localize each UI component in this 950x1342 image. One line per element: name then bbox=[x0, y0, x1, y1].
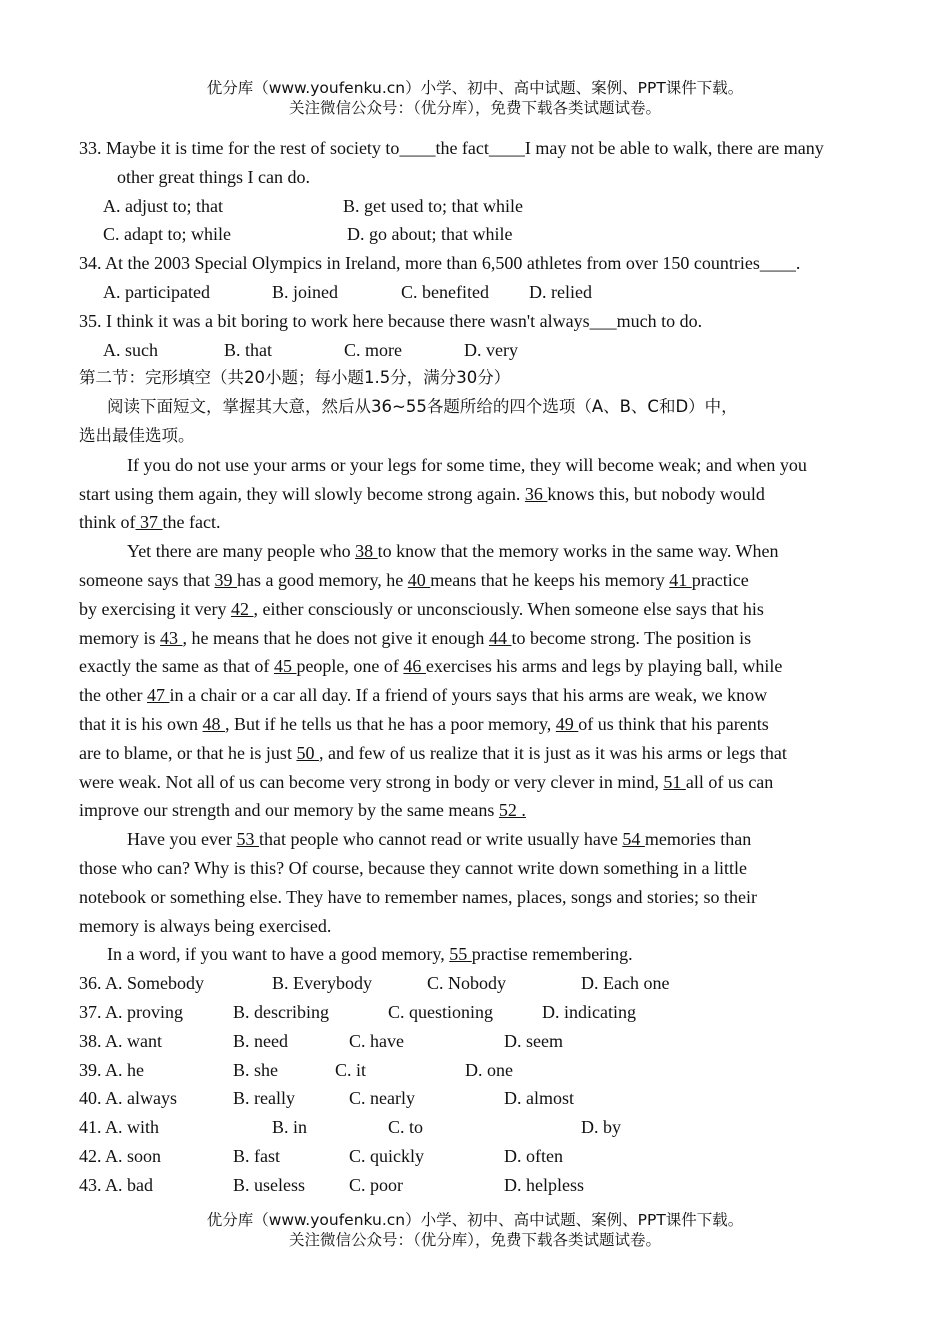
q34-end: . bbox=[795, 253, 801, 274]
q33-text-2: the fact bbox=[435, 138, 489, 158]
passage-line bbox=[79, 566, 871, 595]
q33-option-a: A. adjust to; that bbox=[103, 195, 223, 216]
passage-text: were weak. Not all of us can become very strong in body or very clever in mind, bbox=[79, 771, 664, 792]
passage-text: , either consciously or unconsciously. When someone else says that his bbox=[253, 598, 764, 619]
passage-line bbox=[79, 537, 871, 566]
q34-blank: ____ bbox=[759, 253, 796, 274]
passage-text: start using them again, they will slowly become strong again. bbox=[79, 483, 525, 504]
blank-50: 50 bbox=[296, 742, 319, 763]
header-line-1: 优分库（www.youfenku.cn）小学、初中、高中试题、案例、PPT课件下载。 bbox=[206, 79, 744, 97]
passage-line bbox=[79, 652, 871, 681]
section-instruction-1: 阅读下面短文，掌握其大意，然后从36~55各题所给的四个选项（A、B、C和D）中， bbox=[107, 397, 738, 417]
q33-option-c: C. adapt to; while bbox=[103, 224, 231, 245]
passage-line bbox=[79, 768, 871, 797]
q33-options-row-2 bbox=[79, 220, 871, 249]
question-34 bbox=[79, 249, 871, 278]
q34-option-b: B. joined bbox=[272, 281, 338, 302]
passage-text: has a good memory, he bbox=[236, 569, 408, 590]
option-a: 43. A. bad bbox=[79, 1174, 153, 1195]
blank-44: 44 bbox=[488, 627, 512, 648]
passage-text: are to blame, or that he is just bbox=[79, 742, 297, 763]
options-row-41 bbox=[79, 1113, 871, 1142]
option-b: B. fast bbox=[233, 1145, 280, 1166]
passage-text: improve our strength and our memory by the same means bbox=[79, 800, 499, 821]
passage-text: memory is bbox=[79, 627, 160, 648]
passage-text: in a chair or a car all day. If a friend of yours says that his arms are weak, we know bbox=[169, 685, 768, 706]
passage-text: practice bbox=[691, 569, 749, 590]
option-d: D. seem bbox=[504, 1030, 563, 1051]
blank-39: 39 bbox=[214, 569, 237, 590]
blank-45: 45 bbox=[273, 656, 297, 677]
q34-option-c: C. benefited bbox=[401, 281, 489, 302]
passage-text: Have you ever bbox=[127, 829, 237, 850]
option-b: B. really bbox=[233, 1088, 295, 1109]
passage-text: , But if he tells us that he has a poor memory, bbox=[225, 713, 556, 734]
question-35 bbox=[79, 307, 871, 336]
passage-text: that it is his own bbox=[79, 713, 203, 734]
passage-text: knows this, but nobody would bbox=[547, 483, 765, 504]
option-c: C. have bbox=[349, 1030, 404, 1051]
footer-line-2: 关注微信公众号：（优分库），免费下载各类试题试卷。 bbox=[288, 1231, 661, 1249]
option-c: C. nearly bbox=[349, 1088, 415, 1109]
q34-option-d: D. relied bbox=[529, 281, 592, 302]
q35-option-d: D. very bbox=[464, 339, 518, 360]
blank-49: 49 bbox=[555, 713, 579, 734]
passage-text: the fact. bbox=[162, 512, 221, 533]
passage-line bbox=[79, 739, 871, 768]
option-b: B. useless bbox=[233, 1174, 305, 1195]
blank-36: 36 bbox=[524, 483, 548, 504]
passage-line bbox=[79, 480, 871, 509]
header-line-2: 关注微信公众号：（优分库），免费下载各类试题试卷。 bbox=[288, 99, 661, 117]
options-row-38 bbox=[79, 1027, 871, 1056]
passage-text: think of bbox=[79, 512, 136, 533]
option-d: D. one bbox=[465, 1059, 513, 1080]
blank-54: 54 bbox=[622, 829, 645, 850]
passage-text: to know that the memory works in the same way. When bbox=[377, 541, 779, 562]
passage-text: , he means that he does not give it enough bbox=[182, 627, 489, 648]
passage-text: In a word, if you want to have a good memory, bbox=[107, 944, 450, 965]
footer-line-1: 优分库（www.youfenku.cn）小学、初中、高中试题、案例、PPT课件下载。 bbox=[206, 1211, 744, 1229]
option-a: 37. A. proving bbox=[79, 1001, 184, 1022]
passage-line bbox=[79, 624, 871, 653]
q33-blank-2: ____ bbox=[488, 138, 525, 158]
option-c: C. to bbox=[388, 1117, 424, 1138]
passage-line: notebook or something else. They have to remember names, places, songs and stories; so their bbox=[79, 886, 758, 907]
blank-52: 52 . bbox=[498, 800, 526, 821]
blank-48: 48 bbox=[202, 713, 226, 734]
option-a: 41. A. with bbox=[79, 1117, 160, 1138]
option-b: B. Everybody bbox=[272, 973, 372, 994]
section-instruction-2: 选出最佳选项。 bbox=[79, 425, 195, 445]
q35-option-c: C. more bbox=[344, 339, 402, 360]
passage-text: means that he keeps his memory bbox=[430, 569, 670, 590]
passage-text: all of us can bbox=[685, 771, 774, 792]
passage-line bbox=[79, 710, 871, 739]
passage-text: the other bbox=[79, 685, 147, 706]
passage-line: If you do not use your arms or your legs for some time, they will become weak; and when you bbox=[127, 454, 807, 475]
blank-46: 46 bbox=[403, 656, 426, 677]
option-d: D. indicating bbox=[542, 1001, 636, 1022]
passage-text: exactly the same as that of bbox=[79, 656, 274, 677]
option-b: B. need bbox=[233, 1030, 288, 1051]
option-d: D. by bbox=[581, 1117, 621, 1138]
option-a: 40. A. always bbox=[79, 1088, 177, 1109]
option-d: D. helpless bbox=[504, 1174, 584, 1195]
option-d: D. Each one bbox=[581, 973, 670, 994]
passage-text: Yet there are many people who bbox=[127, 541, 356, 562]
question-33 bbox=[79, 134, 871, 163]
blank-53: 53 bbox=[236, 829, 259, 850]
passage-text: to become strong. The position is bbox=[511, 627, 752, 648]
passage-text: by exercising it very bbox=[79, 598, 231, 619]
passage-line bbox=[79, 595, 871, 624]
option-d: D. often bbox=[504, 1145, 563, 1166]
blank-41: 41 bbox=[669, 569, 692, 590]
options-row-43 bbox=[79, 1171, 871, 1200]
passage-text: people, one of bbox=[296, 656, 404, 677]
options-row-39 bbox=[79, 1056, 871, 1085]
option-c: C. it bbox=[335, 1059, 367, 1080]
passage-line bbox=[79, 508, 871, 537]
passage-text: practise remembering. bbox=[471, 944, 633, 965]
q33-options-row-1 bbox=[79, 192, 871, 221]
passage-text: that people who cannot read or write usually have bbox=[258, 829, 623, 850]
blank-42: 42 bbox=[230, 598, 254, 619]
passage-text: memories than bbox=[644, 829, 752, 850]
passage-line: those who can? Why is this? Of course, because they cannot write down something in a little bbox=[79, 857, 747, 878]
passage-text: someone says that bbox=[79, 569, 215, 590]
q33-text-3: I may not be able to walk, there are many bbox=[524, 138, 824, 158]
passage-text: exercises his arms and legs by playing ball, while bbox=[425, 656, 783, 677]
blank-51: 51 bbox=[663, 771, 686, 792]
blank-38: 38 bbox=[355, 541, 378, 562]
passage-line bbox=[79, 940, 871, 969]
passage-line bbox=[79, 825, 871, 854]
option-a: 38. A. want bbox=[79, 1030, 162, 1051]
passage-line bbox=[79, 681, 871, 710]
option-a: 42. A. soon bbox=[79, 1145, 162, 1166]
options-row-37 bbox=[79, 998, 871, 1027]
blank-40: 40 bbox=[407, 569, 431, 590]
options-row-40 bbox=[79, 1084, 871, 1113]
section-title: 第二节：完形填空（共20小题；每小题1.5分，满分30分） bbox=[79, 368, 511, 388]
blank-55: 55 bbox=[449, 944, 472, 965]
passage-line bbox=[79, 796, 871, 825]
option-a: 39. A. he bbox=[79, 1059, 144, 1080]
q35-blank: ___ bbox=[589, 310, 617, 331]
option-b: B. she bbox=[233, 1059, 278, 1080]
option-c: C. poor bbox=[349, 1174, 403, 1195]
option-a: 36. A. Somebody bbox=[79, 973, 205, 994]
q35-text-1: 35. I think it was a bit boring to work here because there wasn't always bbox=[79, 310, 590, 331]
passage-text: , and few of us realize that it is just as it was his arms or legs that bbox=[318, 742, 787, 763]
passage-line: memory is always being exercised. bbox=[79, 915, 332, 936]
passage-text: of us think that his parents bbox=[578, 713, 769, 734]
q34-text: 34. At the 2003 Special Olympics in Ireland, more than 6,500 athletes from over 150 countries bbox=[79, 253, 760, 274]
options-row-42 bbox=[79, 1142, 871, 1171]
q33-option-d: D. go about; that while bbox=[347, 224, 513, 245]
blank-43: 43 bbox=[160, 627, 183, 648]
page-footer bbox=[0, 1210, 950, 1250]
option-b: B. describing bbox=[233, 1001, 329, 1022]
q33-text-1: 33. Maybe it is time for the rest of society to bbox=[79, 138, 400, 158]
blank-47: 47 bbox=[146, 685, 170, 706]
q35-options bbox=[79, 336, 871, 365]
options-row-36 bbox=[79, 969, 871, 998]
q33-continuation: other great things I can do. bbox=[117, 166, 310, 187]
option-b: B. in bbox=[272, 1117, 308, 1138]
q33-option-b: B. get used to; that while bbox=[343, 195, 523, 216]
q35-option-b: B. that bbox=[224, 339, 272, 360]
q34-options bbox=[79, 278, 871, 307]
option-c: C. Nobody bbox=[427, 973, 507, 994]
option-c: C. questioning bbox=[388, 1001, 494, 1022]
exam-content bbox=[79, 134, 871, 1199]
q33-blank-1: ____ bbox=[399, 138, 436, 158]
option-d: D. almost bbox=[504, 1088, 574, 1109]
q34-option-a: A. participated bbox=[103, 281, 210, 302]
page-header bbox=[0, 78, 950, 118]
q35-option-a: A. such bbox=[103, 339, 158, 360]
option-c: C. quickly bbox=[349, 1145, 424, 1166]
q35-text-2: much to do. bbox=[616, 310, 703, 331]
blank-37: 37 bbox=[135, 512, 163, 533]
